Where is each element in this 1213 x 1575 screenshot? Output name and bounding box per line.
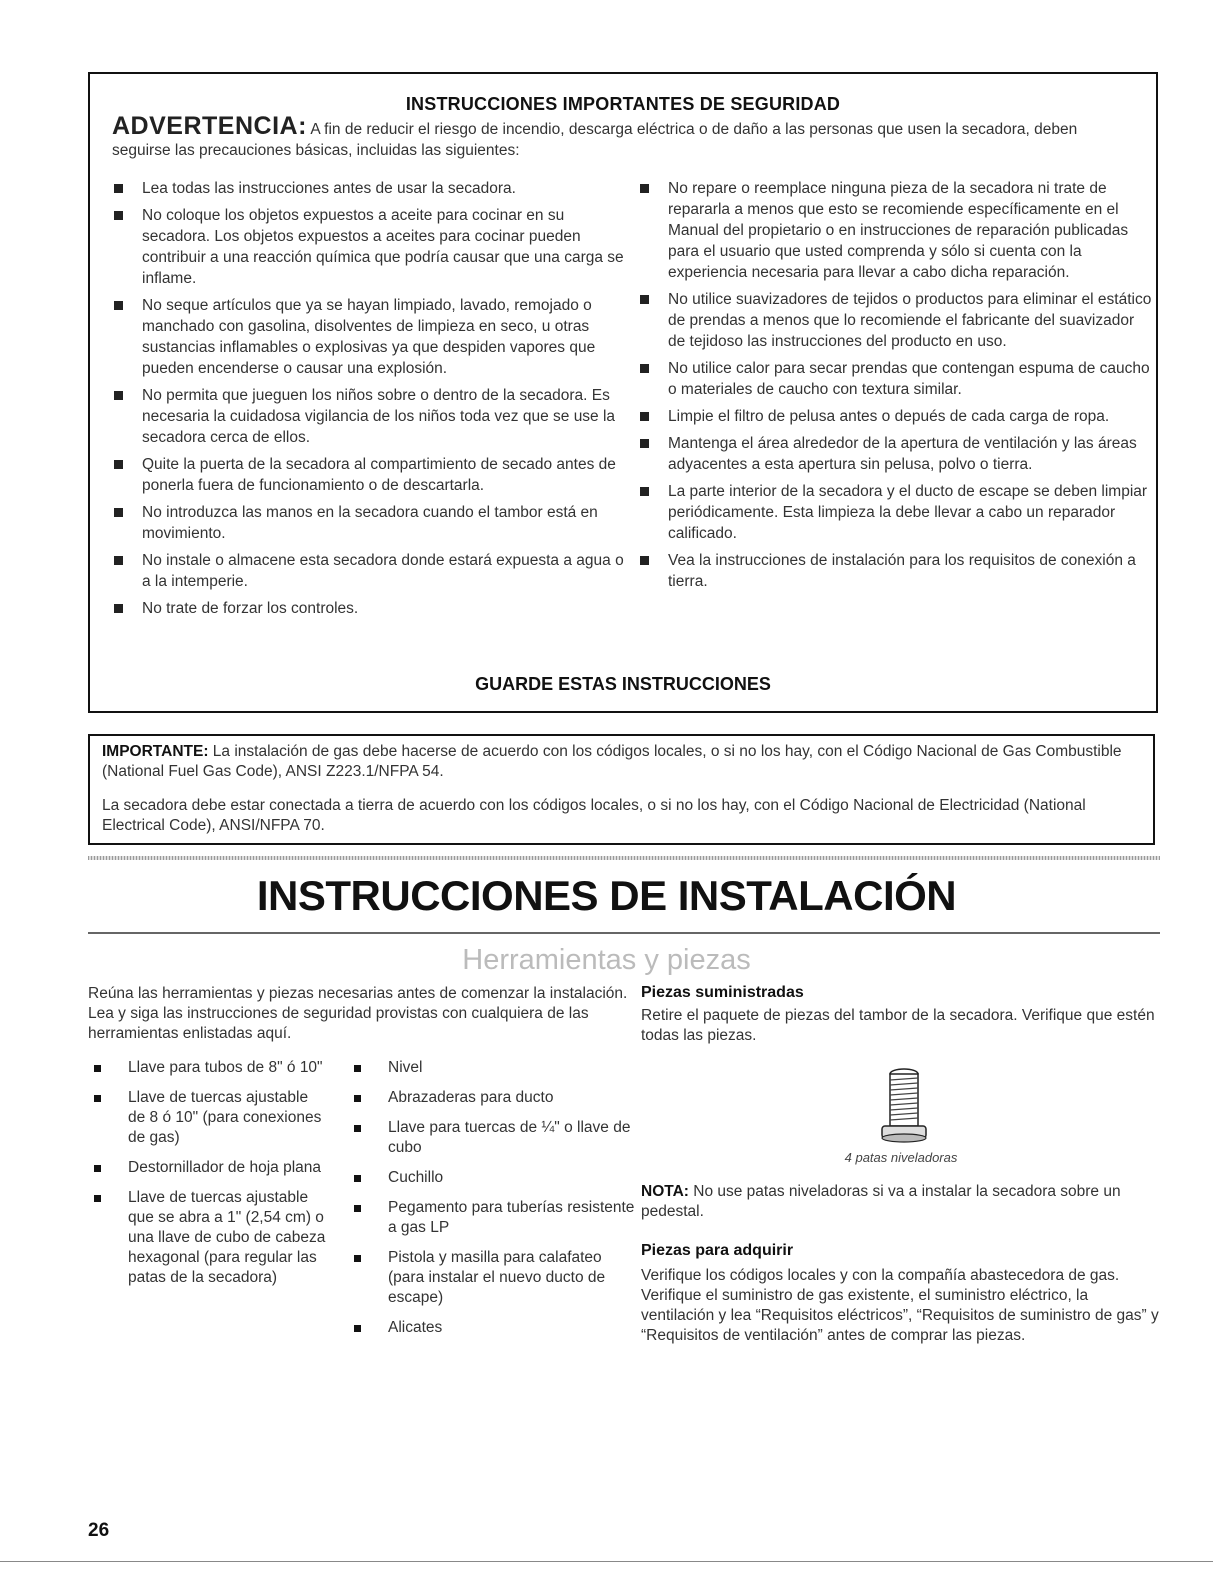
purchase-parts-heading: Piezas para adquirir	[641, 1242, 794, 1259]
list-item: Llave para tuercas de ¼" o llave de cubo	[348, 1118, 638, 1158]
list-item: No instale o almacene esta secadora donde estará expuesta a agua o a la intemperie.	[112, 550, 627, 592]
list-item: Vea la instrucciones de instalación para los requisitos de conexión a tierra.	[638, 550, 1153, 592]
list-item: Llave de tuercas ajustable que se abra a 1" (2,54 cm) o una llave de cubo de cabeza hexagonal (para regular las patas de la secadora)	[88, 1188, 328, 1288]
page-title: INSTRUCCIONES DE INSTALACIÓN	[256, 872, 957, 919]
list-item: Pistola y masilla para calafateo (para instalar el nuevo ducto de escape)	[348, 1248, 638, 1308]
list-item: Limpie el filtro de pelusa antes o depués de cada carga de ropa.	[638, 406, 1153, 427]
bottom-divider	[0, 1561, 1213, 1562]
list-item: No seque artículos que ya se hayan limpiado, lavado, remojado o manchado con gasolina, disolventes de limpieza en seco, u otras sustancias inflamables o explosivas ya que despiden vapores que pueden encenderse o causar una explosión.	[112, 295, 627, 379]
supplied-parts-heading: Piezas suministradas	[641, 984, 804, 1001]
note-text: No use patas niveladoras si va a instalar la secadora sobre un pedestal.	[641, 1183, 1121, 1220]
important-text-gas: La instalación de gas debe hacerse de acuerdo con los códigos locales, o si no los hay, con el Código Nacional de Gas Combustible (National Fuel Gas Code), ANSI Z223.1/NFPA 54.	[102, 743, 1122, 780]
list-item: Nivel	[348, 1058, 638, 1078]
important-paragraph-gas	[102, 742, 1142, 782]
list-item: La parte interior de la secadora y el ducto de escape se deben limpiar periódicamente. Esta limpieza la debe llevar a cabo un reparador calificado.	[638, 481, 1153, 544]
list-item: Quite la puerta de la secadora al compartimiento de secado antes de ponerla fuera de funcionamiento o de descartarla.	[112, 454, 627, 496]
list-item: No coloque los objetos expuestos a aceite para cocinar en su secadora. Los objetos expuestos a aceites para cocinar pueden contribuir a una reacción química que podría causar que una carga se inflame.	[112, 205, 627, 289]
supplied-parts-text: Retire el paquete de piezas del tambor de la secadora. Verifique que estén todas las piezas.	[641, 1007, 1155, 1044]
warning-label: ADVERTENCIA:	[112, 112, 307, 140]
list-item: Destornillador de hoja plana	[88, 1158, 328, 1178]
list-item: Llave para tubos de 8" ó 10"	[88, 1058, 328, 1078]
safety-title: INSTRUCCIONES IMPORTANTES DE SEGURIDAD	[405, 94, 841, 114]
save-instructions-label: GUARDE ESTAS INSTRUCCIONES	[475, 674, 771, 694]
list-item: No permita que jueguen los niños sobre o dentro de la secadora. Es necesaria la cuidadosa vigilancia de los niños toda vez que se use la secadora cerca de ellos.	[112, 385, 627, 448]
list-item: Lea todas las instrucciones antes de usar la secadora.	[112, 178, 627, 199]
list-item: No introduzca las manos en la secadora cuando el tambor está en movimiento.	[112, 502, 627, 544]
warning-text: A fin de reducir el riesgo de incendio, descarga eléctrica o de daño a las personas que usen la secadora, deben seguirse las precauciones básicas, incluidas las siguientes:	[112, 121, 1078, 159]
list-item: No repare o reemplace ninguna pieza de la secadora ni trate de repararla a menos que esto se recomiende específicamente en el Manual del propietario o en instrucciones de reparación publicadas para el usuario que usted comprenda y sólo si cuenta con la experiencia necesaria para llevar a cabo dicha reparación.	[638, 178, 1153, 283]
list-item: No utilice suavizadores de tejidos o productos para eliminar el estático de prendas a menos que lo recomiende el fabricante del suavizador de tejidoso las instrucciones del producto en uso.	[638, 289, 1153, 352]
tools-intro: Reúna las herramientas y piezas necesarias antes de comenzar la instalación. Lea y siga las instrucciones de seguridad provistas con cualquiera de las herramientas enlistadas aquí.	[88, 985, 628, 1042]
list-item: Pegamento para tuberías resistente a gas LP	[348, 1198, 638, 1238]
tools-list-col1	[88, 1058, 328, 1298]
safety-instructions-box	[88, 72, 1158, 713]
safety-list-right	[638, 178, 1153, 598]
title-divider	[88, 932, 1160, 934]
section-heading: Herramientas y piezas	[462, 944, 751, 976]
list-item: No trate de forzar los controles.	[112, 598, 627, 619]
list-item: Cuchillo	[348, 1168, 638, 1188]
note-label: NOTA:	[641, 1183, 689, 1200]
important-label: IMPORTANTE:	[102, 743, 209, 760]
tools-list-col2	[348, 1058, 638, 1348]
leveling-foot-illustration	[868, 1066, 940, 1156]
safety-list-left	[112, 178, 627, 625]
list-item: Abrazaderas para ducto	[348, 1088, 638, 1108]
purchase-parts-text: Verifique los códigos locales y con la compañía abastecedora de gas. Verifique el suministro de gas existente, el suministro eléctrico, la ventilación y lea “Requisitos eléctricos”, “Requisitos de suministro de gas” y “Requisitos de ventilación” antes de comprar las piezas.	[641, 1267, 1159, 1344]
warning-intro	[112, 112, 1132, 161]
list-item: Llave de tuercas ajustable de 8 ó 10" (para conexiones de gas)	[88, 1088, 328, 1148]
page-number: 26	[88, 1520, 110, 1541]
important-paragraph-electric: La secadora debe estar conectada a tierra de acuerdo con los códigos locales, o si no los hay, con el Código Nacional de Electricidad (National Electrical Code), ANSI/NFPA 70.	[102, 797, 1086, 834]
figure-caption: 4 patas niveladoras	[844, 1150, 958, 1165]
note-paragraph	[641, 1182, 1161, 1222]
important-notice-box	[88, 734, 1155, 845]
list-item: Mantenga el área alrededor de la apertura de ventilación y las áreas adyacentes a esta apertura sin pelusa, polvo o tierra.	[638, 433, 1153, 475]
list-item: Alicates	[348, 1318, 638, 1338]
divider-bar	[88, 856, 1160, 860]
list-item: No utilice calor para secar prendas que contengan espuma de caucho o materiales de caucho con textura similar.	[638, 358, 1153, 400]
